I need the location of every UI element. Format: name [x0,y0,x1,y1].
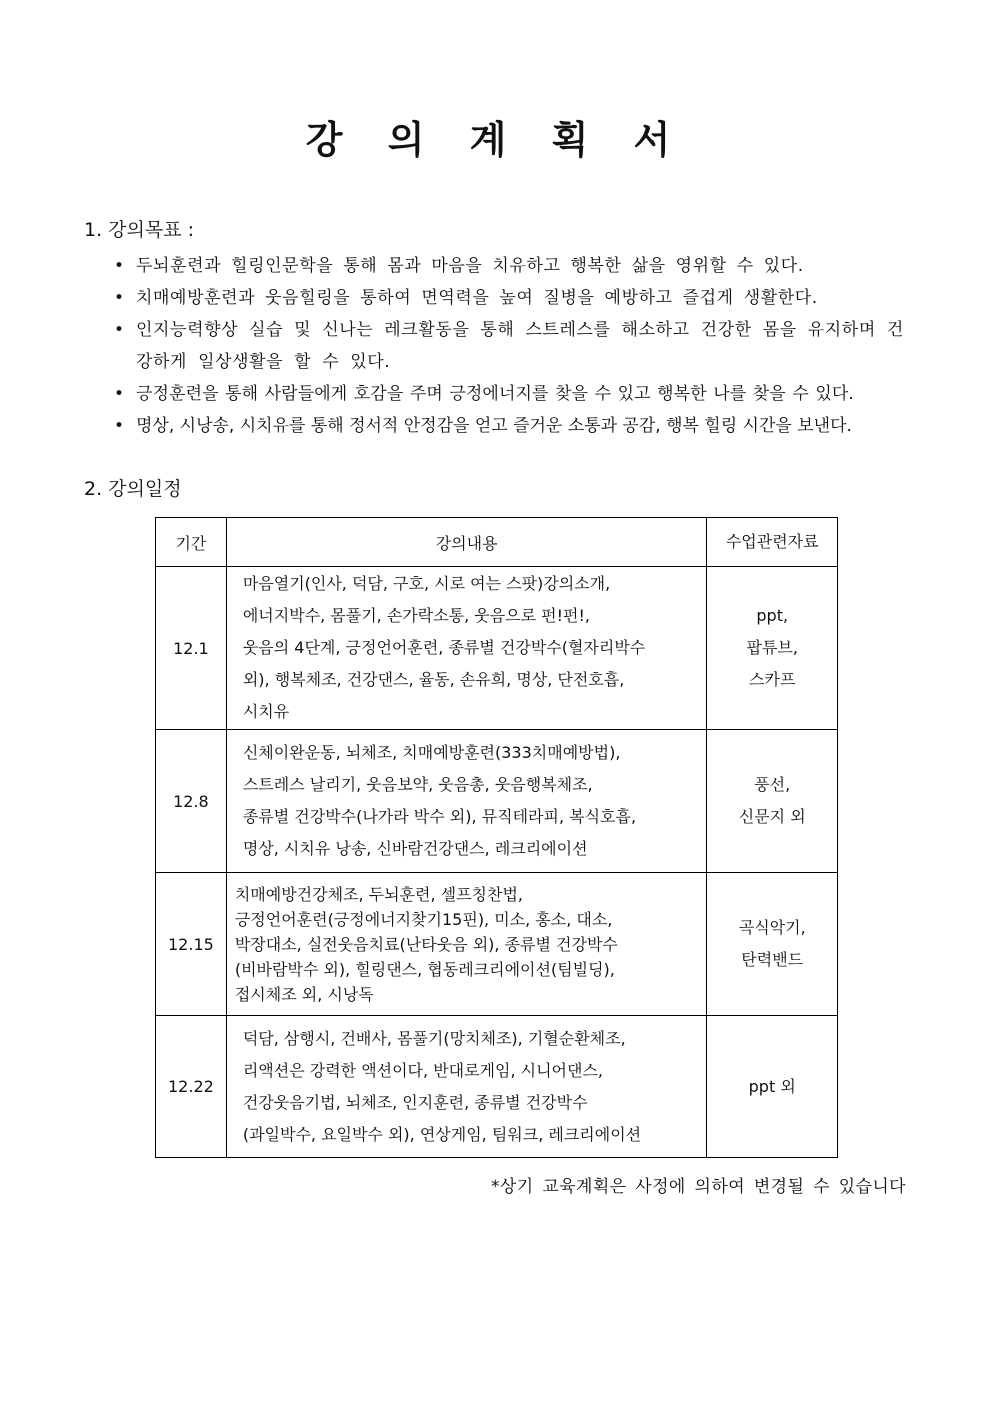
header-materials: 수업관련자료 [707,518,838,567]
table-row [156,730,838,873]
content-cell [226,1016,707,1158]
change-notice: *상기 교육계획은 사정에 의하여 변경될 수 있습니다 [491,1177,906,1197]
materials-cell [707,873,838,1016]
content-line: 접시체조 외, 시낭독 [234,984,374,1004]
content-line: (비바람박수 외), 힐링댄스, 협동레크리에이션(팀빌딩), [234,959,615,979]
bullet-icon: • [114,384,125,404]
period-cell: 12.8 [156,730,227,873]
goal-text: 치매예방훈련과 웃음힐링을 통하여 면역력을 높여 질병을 예방하고 즐겁게 생활한다. [136,288,818,308]
goal-item [112,250,912,282]
material-line: 스카프 [749,670,796,689]
content-line: 스트레스 날리기, 웃음보약, 웃음총, 웃음행복체조, [242,775,593,794]
content-cell [226,873,707,1016]
material-line: 곡식악기, [738,918,806,937]
content-line: 웃음의 4단계, 긍정언어훈련, 종류별 건강박수(혈자리박수 [242,638,646,657]
table-row [156,873,838,1016]
period-cell: 12.22 [156,1016,227,1158]
goal-text: 인지능력향상 실습 및 신나는 레크활동을 통해 스트레스를 해소하고 건강한 몸을 유지하며 건강하게 일상생활을 할 수 있다. [136,320,904,372]
content-line: 마음열기(인사, 덕담, 구호, 시로 여는 스팟)강의소개, [242,574,611,593]
materials-cell [707,730,838,873]
period-cell: 12.15 [156,873,227,1016]
content-line: 긍정언어훈련(긍정에너지찾기15핀), 미소, 홍소, 대소, [234,909,613,929]
goal-text: 명상, 시낭송, 시치유를 통해 정서적 안정감을 얻고 즐거운 소통과 공감, 행복 힐링 시간을 보낸다. [136,416,852,436]
goal-item [112,282,912,314]
content-line: 시치유 [242,702,290,721]
schedule-table [155,517,838,1158]
material-line: 신문지 외 [738,807,806,826]
goals-list [112,250,912,442]
goal-text: 두뇌훈련과 힐링인문학을 통해 몸과 마음을 치유하고 행복한 삶을 영위할 수 있다. [136,256,804,276]
material-line: 풍선, [754,775,791,794]
content-cell [226,730,707,873]
header-period: 기간 [156,518,227,567]
table-row [156,567,838,730]
bullet-icon: • [114,320,125,340]
content-line: 명상, 시치유 낭송, 신바람건강댄스, 레크리에이션 [242,839,588,858]
content-line: 외), 행복체조, 건강댄스, 율동, 손유희, 명상, 단전호흡, [242,670,625,689]
material-line: ppt, [756,606,789,625]
header-content: 강의내용 [226,518,707,567]
content-cell [226,567,707,730]
content-line: 치매예방건강체조, 두뇌훈련, 셀프칭찬법, [234,884,524,904]
content-line: 박장대소, 실전웃음치료(난타웃음 외), 종류별 건강박수 [234,934,618,954]
content-line: 덕담, 삼행시, 건배사, 몸풀기(망치체조), 기혈순환체조, [242,1028,626,1048]
bullet-icon: • [114,256,125,276]
material-line: 팝튜브, [746,638,798,657]
bullet-icon: • [114,416,125,436]
content-line: (과일박수, 요일박수 외), 연상게임, 팀워크, 레크리에이션 [242,1124,642,1144]
content-line: 종류별 건강박수(나가라 박수 외), 뮤직테라피, 복식호흡, [242,807,637,826]
goal-item [112,314,912,378]
content-line: 리액션은 강력한 액션이다, 반대로게임, 시니어댄스, [242,1060,604,1080]
material-line: 탄력밴드 [741,950,804,969]
content-line: 건강웃음기법, 뇌체조, 인지훈련, 종류별 건강박수 [242,1092,588,1112]
section-heading-goals: 1. 강의목표 : [84,219,195,241]
materials-cell [707,1016,838,1158]
table-header-row [156,518,838,567]
goal-item [112,410,912,442]
bullet-icon: • [114,288,125,308]
goal-text: 긍정훈련을 통해 사람들에게 호감을 주며 긍정에너지를 찾을 수 있고 행복한 나를 찾을 수 있다. [136,384,854,404]
period-cell: 12.1 [156,567,227,730]
materials-cell [707,567,838,730]
content-line: 에너지박수, 몸풀기, 손가락소통, 웃음으로 펀!펀!, [242,606,591,625]
material-line: ppt 외 [748,1076,796,1096]
table-row [156,1016,838,1158]
content-line: 신체이완운동, 뇌체조, 치매예방훈련(333치매예방법), [242,743,621,762]
document-title: 강 의 계 획 서 [305,118,687,162]
goal-item [112,378,912,410]
section-heading-schedule: 2. 강의일정 [84,478,182,500]
